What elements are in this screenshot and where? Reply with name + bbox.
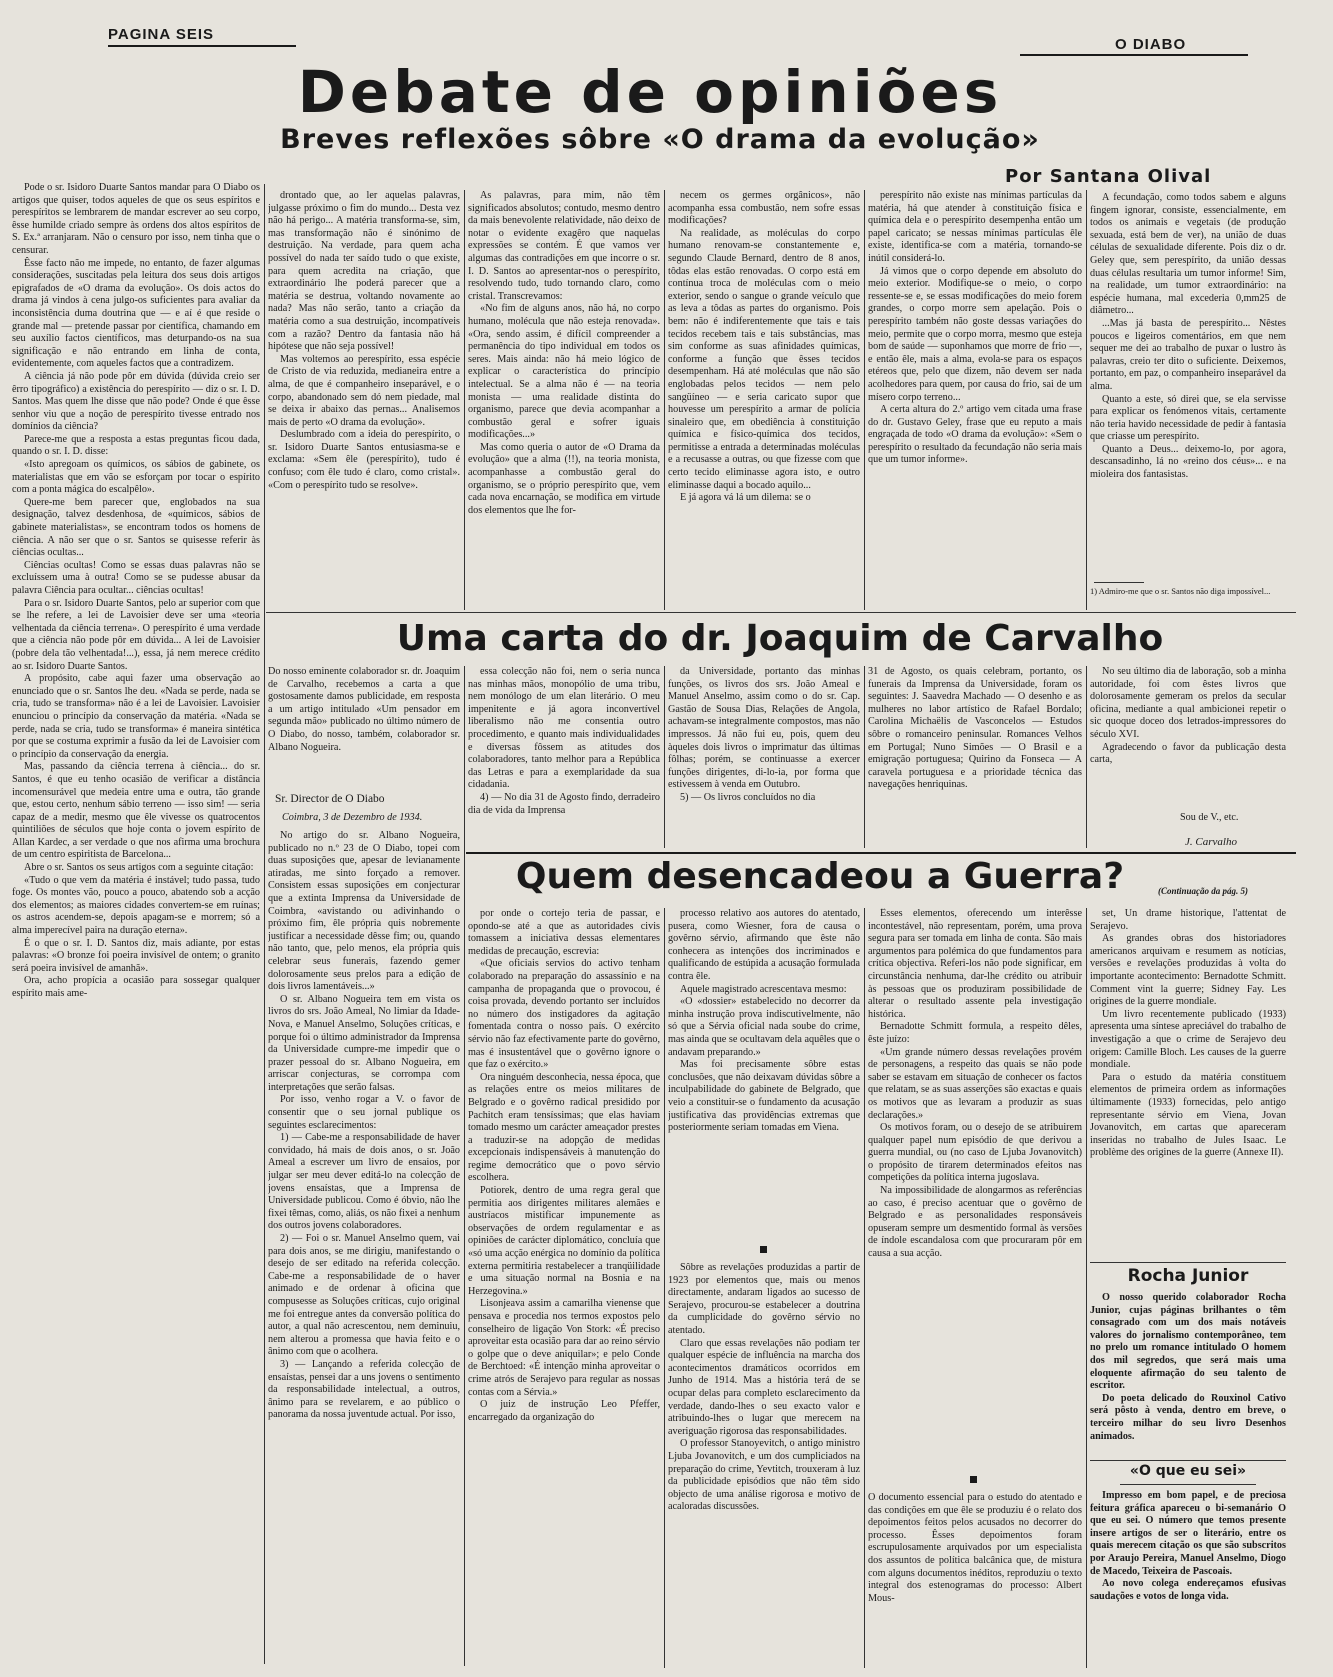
- section-rule: [266, 612, 1296, 613]
- paragraph: Agradecendo o favor da publicação desta carta,: [1090, 741, 1286, 766]
- carta-column-4: [668, 666, 860, 848]
- page-label: PAGINA SEIS: [108, 26, 215, 43]
- paragraph: O juiz de instrução Leo Pfeffer, encarregado da organização do: [468, 1399, 660, 1423]
- newspaper-name: O DIABO: [1115, 36, 1187, 53]
- column-divider: [264, 184, 265, 1664]
- guerra-column-2b: [668, 1262, 860, 1668]
- carta-dateline: Coimbra, 3 de Dezembro de 1934.: [282, 812, 423, 823]
- paragraph: Os motivos foram, ou o desejo de se atribuirem qualquer papel num episódio de que derivou a guerra mundial, ou (no caso de Ljuba Jovanovitch) o propósito de tirarem determinados efeitos nas competições da política interna jugoslava.: [868, 1122, 1082, 1184]
- debate-column-6: [1090, 192, 1286, 572]
- paragraph: necem os germes orgânicos», não acompanha essa combustão, nem sofre essas modificações?: [668, 190, 860, 227]
- column-divider: [664, 190, 665, 610]
- debate-subheadline: Breves reflexões sôbre «O drama da evolução»: [280, 124, 1040, 155]
- column-divider: [1086, 908, 1087, 1668]
- paragraph: «Tudo o que vem da matéria é instável; tudo passa, tudo foge. Os montes vão, pouco a pouco, abatendo sob a acção dos elementos; as maiores cidades convertem-se em ruínas; os astros acendem-se, depois apagam-se e morrem; só a alma imperecível paira na duração eterna».: [12, 874, 260, 937]
- paragraph: 4) — No dia 31 de Agosto findo, derradeiro dia de vida da Imprensa: [468, 791, 660, 816]
- paragraph: Mas, passando da ciência terrena à ciência... do sr. Santos, é que eu tenho ocasião de verificar a distância incomensurável que medeia entre uma e outra, tão grande que, estou certo, nenhum sábio terreno — isso sim! — seria capaz de a medir, mesmo que êle vivesse os quatrocentos quintiliões de séculos que hoje conta o jovem espírito de Allan Kardec, a ser verdade o que nos afirma uma brochura de um centro espiritista de Barcelona...: [12, 761, 260, 861]
- rocha-headline: Rocha Junior: [1127, 1266, 1249, 1286]
- paragraph: Ora, acho propícia a ocasião para sossegar qualquer espírito mais ame-: [12, 975, 260, 999]
- column-divider: [864, 666, 865, 848]
- carta-column-3: [468, 666, 660, 848]
- paragraph: ...Mas já basta de perespírito... Nêstes poucos e ligeiros comentários, em que nem sequer me dei ao trabalho de puxar o lustro às palavras, creio ter dito o suficiente. Deixemos, portanto, em paz, o companheiro inseparável da alma.: [1090, 317, 1286, 392]
- paragraph: Pode o sr. Isidoro Duarte Santos mandar para O Diabo os artigos que quiser, todos aqueles de que os seus espíritos e perespíritos se lembrarem de mandar escrever ao seu corpo, êsse humilde criado sempre às ordens dos altos espíritos de S. Ex.ª arranjaram. Não o censuro por isso, nem tinha que o censurar.: [12, 182, 260, 256]
- paragraph: A fecundação, como todos sabem e alguns fingem ignorar, consiste, essencialmente, em todos os animais e vegetais (de produção sexuada, está bem de ver), na união de duas células de sexualidade diferente. Pois diz o dr. Geley que, sem perespírito, da união dessas duas células resultaria um tumor informe! Sim, na realidade, um tumor extraordinário: na espécie humana, mal excederia 0,mm25 de diâmetro...: [1090, 192, 1286, 317]
- paragraph: da Universidade, portanto das minhas funções, os livros dos srs. João Ameal e Manuel Anselmo, assim como o do sr. Cap. Gastão de Sousa Dias, Relações de Angola, achavam-se integralmente compostos, mas não impressos. Já não fui eu, pois, quem deu àqueles dois livros o imprimatur das últimas fôlhas; porém, se continuasse a exercer funções dirigentes, di-lo-ia, por forma que estivessem à venda em Outubro.: [668, 666, 860, 791]
- paragraph: Um livro recentemente publicado (1933) apresenta uma síntese apreciável do trabalho de investigação a que o crime de Serajevo deu origem: Camille Bloch. Les causes de la guerre mondiale.: [1090, 1008, 1286, 1071]
- debate-footnote: 1) Admiro-me que o sr. Santos não diga impossível...: [1090, 586, 1271, 596]
- guerra-column-4: [1090, 908, 1286, 1260]
- paragraph: «Isto apregoam os químicos, os sábios de gabinete, os materialistas que em vão se esforçam por tocar o espírito com a ponta mágica do escalpêlo».: [12, 459, 260, 496]
- carta-closing: Sou de V., etc.: [1180, 812, 1239, 823]
- paragraph: Sôbre as revelações produzidas a partir de 1923 por elementos que, mais ou menos directamente, andaram ligados ao sucesso de Serajevo, procurou-se estabelecer a doutrina da cumplicidade do govêrno sérvio no atentado.: [668, 1262, 860, 1336]
- footnote-rule: [1094, 582, 1144, 583]
- paragraph: Deslumbrado com a ideia do perespírito, o sr. Isidoro Duarte Santos entusiasma-se e exclama: «Sem êle (perespírito), tudo é confuso; com êle tudo é claro, como cristal». «Com o perespírito tudo se resolve».: [268, 429, 460, 491]
- paragraph: Para o estudo da matéria constituem elementos de primeira ordem as informações últimamente (1933) fornecidas, pelo antigo representante sérvio em Viena, Jovan Jovanovitch, em cartas que apareceram inseridas no trabalho de Jules Isaac. Le problème des origines de la guerre (Annexe II).: [1090, 1071, 1286, 1159]
- paragraph: set, Un drame historique, l'attentat de Serajevo.: [1090, 908, 1286, 932]
- paragraph: As grandes obras dos historiadores americanos arquivam e resumem as notícias, versões e revelações produzidas à volta do importante acontecimento: Bernadotte Schmitt. Comment vint la guerre; Sidney Fay. Les origines de la guerre mondiale.: [1090, 933, 1286, 1008]
- paragraph: Êsse facto não me impede, no entanto, de fazer algumas considerações, suscitadas pela leitura dos seus dois artigos epigrafados de «O drama da evolução». Os dois actos do drama já vindos à cena julgo-os suficientes para avaliar da inconsistência duma doutrina que — e aí é que reside o grande mal — pretende passar por científica, chamando em seu auxílio factos científicos, mas deturpando-os na sua significação e não entrando em linha de conta, evidentemente, com aqueles factos que a contradizem.: [12, 257, 260, 370]
- paragraph: Abre o sr. Santos os seus artigos com a seguinte citação:: [24, 862, 254, 874]
- paragraph: «Que oficiais servios do activo tenham colaborado na preparação do assassínio e na campanha de propaganda que o provocou, é coisa provada, devendo portanto ser incluídos no número dos instigadores da agitação fomentada contra o nosso país. O exército sérvio não faz efectivamente parte do govêrno, mas é insustentável que o govêrno ignore o que faz o exército.»: [468, 958, 660, 1071]
- paragraph: Parece-me que a resposta a estas preguntas ficou dada, quando o sr. I. D. disse:: [12, 433, 260, 458]
- section-separator-mark: [970, 1476, 977, 1483]
- debate-column-1: [12, 182, 260, 1669]
- paragraph: Para o sr. Isidoro Duarte Santos, pelo ar superior com que se lhe refere, a lei de Lavoisier deve ser uma «teoria velhentada da ciência terrena». O perespírito é uma verdade que a ciência não pode pôr em dúvida... A lei de Lavoisier (pobre dela tão velhentada!...), essa, já nem merece crédito ao sr. Isidoro Duarte Santos.: [12, 597, 260, 672]
- guerra-column-2: [668, 908, 860, 1238]
- paragraph: A certa altura do 2.º artigo vem citada uma frase do dr. Gustavo Geley, frase que eu reputo a mais engraçada de todo «O drama da evolução»: «Sem o perespírito o resultado da fecundação não seria mais que um tumor informe».: [868, 404, 1082, 466]
- paragraph: «No fim de alguns anos, não há, no corpo humano, molécula que não esteja renovada». «Ora, sendo assim, é difícil compreender a permanência do tipo individual em todos os seres. Mais ainda: não há meio lógico de explicar o característica do princípio intelectual. Se a alma não é — na teoria monista — uma realidade distinta do organismo, parece que devia acompanhar a combustão geral e sofrer iguais modificações...»: [468, 303, 660, 441]
- paragraph: «O «dossier» estabelecido no decorrer da minha instrução prova indiscutivelmente, não só que a Sérvia oficial nada soube do crime, mas ainda que se ocultavam dela aquêles que o andavam preparando.»: [668, 996, 860, 1058]
- header-rule-left: [108, 45, 296, 47]
- paragraph: Ora ninguém desconhecia, nessa época, que as relações entre os meios militares de Belgrado e o govêrno radical presidido por Pachitch eram tensíssimas; que elas haviam tomado mesmo um carácter ameaçador prestes a traduzir-se na adopção de medidas excepcionais indispensáveis à manutenção do regime democrático que o povo sérvio escolhera.: [468, 1071, 660, 1184]
- paragraph: Potiorek, dentro de uma regra geral que permitia aos dirigentes militares alemães e austríacos mistificar impunemente as observações de ordem regulamentar e as opiniões de carácter diplomático, concluía que «só uma acção enérgica no domínio da política externa permitiria restabelecer a tranqüilidade e uma situação normal na Bosnia e na Herzegovina.»: [468, 1185, 660, 1297]
- oqueeusei-headline: «O que eu sei»: [1129, 1463, 1247, 1479]
- debate-column-4: [668, 190, 860, 610]
- paragraph: Quere-me bem parecer que, englobados na sua designação, talvez desdenhosa, de «químicos, sábios de gabinete materialistas», se encontram todos os homens de ciência. A não ser que o sr. Santos se quisesse referir às ciências ocultas...: [12, 496, 260, 559]
- carta-signature: J. Carvalho: [1185, 836, 1237, 848]
- carta-column-2: [268, 830, 460, 1668]
- paragraph: Aquele magistrado acrescentava mesmo:: [680, 983, 847, 995]
- carta-column-6: [1090, 666, 1286, 786]
- oqueeusei-text: [1090, 1490, 1286, 1668]
- paragraph: No artigo do sr. Albano Nogueira, publicado no n.º 23 de O Diabo, topei com duas suposições que, apesar de levianamente atiradas, me sinto forçado a remover. Consistem essas suposições em conjecturar que a extinta Imprensa da Universidade de Coimbra, «avistando ou adivinhando o próximo fim, êle própria quis nobremente justificar a necessidade dêsse fim; ou, quando não tanto, que, pelo menos, ela própria quis celebrar seus funerais, fazendo gemer dolorosamente seus prelos para a edição de dois livros lamentáveis...»: [268, 830, 460, 993]
- paragraph: A ciência já não pode pôr em dúvida (dúvida creio ser êrro tipográfico) a existência do perespírito — diz o sr. I. D. Santos. Mas quem lhe disse que não pode? Onde é que êsse senhor viu que a noção de perespírito tivesse entrado nos domínios da ciência?: [12, 370, 260, 433]
- debate-byline: Por Santana Olival: [1005, 166, 1212, 187]
- guerra-continuation: (Continuação da pág. 5): [1158, 886, 1249, 896]
- paragraph: Do poeta delicado do Rouxinol Cativo será pôsto à venda, dentro em breve, o terceiro milhar do seu livro Desenhos animados.: [1090, 1392, 1286, 1442]
- paragraph: por onde o cortejo teria de passar, e opondo-se até a que as autoridades civis tomassem a iniciativa dessas elementares medidas de precaução, escrevia:: [468, 908, 660, 957]
- debate-column-5: [868, 190, 1082, 610]
- paragraph: O nosso querido colaborador Rocha Junior, cujas páginas brilhantes o têm consagrado com um dos mais notáveis valores do jornalismo contemporâneo, tem no prelo um romance intitulado O homem dos mil segredos, que será mais uma eloquente afirmação do seu talento de escritor.: [1090, 1292, 1286, 1392]
- paragraph: 1) — Cabe-me a responsabilidade de haver convidado, há mais de dois anos, o sr. João Ameal a escrever um livro de ensaios, por julgar ser meu dever editá-lo na colecção de jovens ensaístas, que a Imprensa de Universidade publicou. Como é óbvio, não lhe fixei têmas, como, aliás, os não fixei a nenhum dos outros jovens colaboradores.: [268, 1132, 460, 1232]
- paragraph: Quanto a este, só direi que, se ela servisse para explicar os fenómenos vitais, certamente não teria havido necessidade de pedir à fantasia que criasse um perespírito.: [1090, 393, 1286, 443]
- debate-column-3: [468, 190, 660, 610]
- section-separator-mark: [760, 1246, 767, 1253]
- paragraph: perespírito não existe nas mínimas partículas da matéria, há que atender à constituição física e química dela e o perespírito desempenha então um papel caricato; se nessas mínimas partículas êle existe, identifica-se com a matéria, tornando-se inútil considerá-lo.: [868, 190, 1082, 264]
- paragraph: No seu último dia de laboração, sob a minha autoridade, foi com êstes livros que dolorosamente gemeram os prelos da secular oficina, mediante a qual ambicionei repetir o sic quoque doceo dos letrados-impressores do século XVI.: [1090, 666, 1286, 740]
- column-divider: [1086, 190, 1087, 610]
- paragraph: Ciências ocultas! Como se essas duas palavras não se excluíssem uma à outra! Como se se pudesse abusar da palavra Ciência para ocultar... ciências ocultas!: [12, 559, 260, 596]
- carta-headline: Uma carta do dr. Joaquim de Carvalho: [396, 618, 1164, 659]
- paragraph: drontado que, ao ler aquelas palavras, julgasse próximo o fim do mundo... Desta vez não há perigo... A matéria transforma-se, sim, mas transformação não é sinónimo de destruição. Na verdade, para quem acha possível do nada ter saído tudo o que existe, para quem acredita na criação, que extraordinário lhe poderá parecer que a matéria se destrua, voltando novamente ao nada? Mas não serão, tanto a criação da matéria como a sua destruição, incompatíveis com a razão? Dentro da fantasia não há hipótese que não seja possível!: [268, 190, 460, 353]
- section-rule: [1120, 1484, 1256, 1485]
- column-divider: [464, 190, 465, 610]
- paragraph: Bernadotte Schmitt formula, a respeito dêles, êste juízo:: [868, 1021, 1082, 1045]
- debate-headline: Debate de opiniões: [297, 58, 1003, 126]
- paragraph: A propósito, cabe aqui fazer uma observação ao enunciado que o sr. Santos lhe deu. «Nada se perde, nada se cria, tudo se transforma» não é a lei de Lavoisier. Lavoisier enunciou o princípio da conservação da matéria. «Nada se perde, nada se cria, tudo se transforma» é maneira sintética por que se costuma exprimir a fusão da lei de Lavoisier com o princípio da conservação da energia.: [12, 673, 260, 760]
- paragraph: Mas foi precisamente sôbre estas conclusões, que não deixavam dúvidas sôbre a inculpabilidade do gabinete de Belgrado, que veio a constituir-se o fundamento da acusação justificativa das providências extremas que posteriormente seriam tomadas em Viena.: [668, 1059, 860, 1134]
- paragraph: 5) — Os livros concluídos no dia: [680, 791, 816, 803]
- paragraph: E já agora vá lá um dilema: se o: [680, 492, 811, 504]
- column-divider: [864, 908, 865, 1668]
- column-divider: [1086, 666, 1087, 848]
- paragraph: Lisonjeava assim a camarilha vienense que pensava e procedia nos termos expostos pelo conselheiro de ligação Von Stork: «É preciso aproveitar esta ocasião para dar ao reino sérvio o golpe que o deve aniquilar»; e pelo Conde de Berchtoed: «É intenção minha aproveitar o crime atrós de Serajevo para regular as nossas contas com a Sérvia.»: [468, 1298, 660, 1398]
- column-divider: [664, 666, 665, 848]
- header-rule-right: [1020, 54, 1248, 56]
- paragraph: As palavras, para mim, não têm significados absolutos; contudo, mesmo dentro da mais benevolente relatividade, não deixo de notar o evidente exagêro que naquelas expressões se contém. É que vamos ver algumas das contradições em que incorre o sr. I. D. Santos ao apresentar-nos o perespírito, resolvendo tudo, tudo tornando claro, como cristal. Transcrevamos:: [468, 190, 660, 302]
- column-divider: [664, 908, 665, 1668]
- paragraph: Já vimos que o corpo depende em absoluto do meio exterior. Modifique-se o meio, o corpo ressente-se e, se essas modificações do meio forem grandes, o corpo morre sem apelação. Pois o perespírito também não goste dessas variações do meio, permite que o corpo morra, mesmo que esteja bom de saúde — suponhamos que morre de frio —, e então êle, mais a alma, evola-se para os espaços etéreos que, pelo que dizem, não devem ser nada acolhedores para quem, por causa do frio, sai de um mísero corpo terreno...: [868, 265, 1082, 403]
- paragraph: Impresso em bom papel, e de preciosa feitura gráfica apareceu o bi-semanário O que eu sei. O número que temos presente insere artigos de ser o literário, entre os quais merecem citação os que são subscritos por Araujo Pereira, Manuel Anselmo, Diogo de Macedo, Teixeira de Pascoais.: [1090, 1490, 1286, 1577]
- paragraph: Ao novo colega endereçamos efusivas saudações e votos de longa vida.: [1090, 1578, 1286, 1602]
- paragraph: Na realidade, as moléculas do corpo humano renovam-se constantemente e, segundo Claude Bernard, dentro de 8 anos, tôdas elas estão renovadas. O corpo está em contínua troca de moléculas com o meio exterior, sendo o sangue o grande veículo que as leva a tôdas as partes do organismo. Pois bem: não é indiferentemente que tais e tais tecidos recebem tais e tais substâncias, mas sim conforme as suas afinidades químicas, conforme a função que êsses tecidos desempenham. Há até moléculas que não são englobadas pelos tecidos — nem pelo sangüíneo — e seria caricato supor que houvesse um perespírito a armar de polícia sinaleiro que, em obediência à constituição química e físico-química dos tecidos, permitisse a entrada a determinadas moléculas e a recusasse a outras, ou que fizesse com que certo tecido eliminasse agora isto, e outro eliminasse daqui a bocado aquilo...: [668, 227, 860, 491]
- paragraph: É o que o sr. I. D. Santos diz, mais adiante, por estas palavras: «O bronze foi poeira invisível de ontem; o granito será poeira invisível de amanhã».: [12, 937, 260, 974]
- section-rule: [1090, 1262, 1286, 1263]
- carta-salutation: Sr. Director de O Diabo: [275, 793, 385, 805]
- rocha-text: [1090, 1292, 1286, 1458]
- paragraph: «Um grande número dessas revelações provém de personagens, a respeito das quais se não pode saber se estavam em situação de conhecer os factos que relatam, se as suas asserções são exactas e quais os motivos que as levaram a produzir as suas declarações.»: [868, 1046, 1082, 1121]
- paragraph: O sr. Albano Nogueira tem em vista os livros do srs. João Ameal, No limiar da Idade-Nova, e Manuel Anselmo, Soluções críticas, e porque foi o último administrador da Imprensa da Universidade cumpre-me impedir que o prazer pessoal do sr. Albano Nogueira, em arriscar conjecturas, se corrompa com interpretações que serão falsas.: [268, 993, 460, 1093]
- paragraph: Por isso, venho rogar a V. o favor de consentir que o seu jornal publique os seguintes esclarecimentos:: [268, 1094, 460, 1131]
- paragraph: Quanto a Deus... deixemo-lo, por agora, descansadinho, lá no «reino dos céus»... e na mioleira dos fantasistas.: [1090, 443, 1286, 481]
- column-divider: [864, 190, 865, 610]
- paragraph: Mas como queria o autor de «O Drama da evolução» que a alma (!!), na teoria monista, acompanhasse a combustão geral do organismo, se o próprio perespírito que, vem cada nova encarnação, se modifica em virtude dos elementos que lhe for-: [468, 441, 660, 516]
- guerra-column-1: [468, 908, 660, 1668]
- carta-intro: Do nosso eminente colaborador sr. dr. Joaquim de Carvalho, recebemos a carta a que gostosamente damos publicidade, em resposta a um artigo intitulado «Um pensador em segunda mão» publicado no último número de O Diabo, do nosso, também, colaborador sr. Albano Nogueira.: [268, 666, 460, 753]
- paragraph: Mas voltemos ao perespírito, essa espécie de Cristo de via reduzida, medianeira entre a alma, de que é companheiro inseparável, e o corpo, abandonado sem dó nem piedade, mal se deixa ir abaixo das pernas... Analisemos mais de perto «O drama da evolução».: [268, 353, 460, 428]
- guerra-column-3b: O documento essencial para o estudo do atentado e das condições em que êle se produziu é o relato dos depoimentos feitos pelos acusados no decorrer do processo. Êsses depoimentos foram escrupulosamente arquivados por um especialista dos assuntos de política balcânica que, de mistura com alguns documentos inéditos, reproduziu o texto integral dos estenogramas do processo: Albert Mous-: [868, 1492, 1082, 1604]
- column-divider: [464, 666, 465, 1666]
- paragraph: 2) — Foi o sr. Manuel Anselmo quem, vai para dois anos, se me dirigiu, manifestando o desejo de ser editado na referida colecção. Cabe-me a responsabilidade de o haver animado e de ordenar à oficina que compusesse as Soluções críticas, cujo original me foi entregue antes da conversão política do autor, a qual não acrescentou, nem deminuiu, nem alterou a promessa que havia feito e o ânimo com que o acolhera.: [268, 1233, 460, 1358]
- paragraph: essa colecção não foi, nem o seria nunca nas minhas mãos, monopólio de uma tribu, nem monólogo de um elan literário. O meu impenitente e já agora inconvertível liberalismo não me consentia outro procedimento, e quanto mais individualidades e diversas fôssem as atitudes dos colaboradores, tanto melhor para a República das Letras e para a exemplaridade da sua cidadania.: [468, 666, 660, 791]
- paragraph: Êsses elementos, oferecendo um interêsse incontestável, não representam, porém, uma prova segura para ser tomada em linha de conta. São mais argumentos para polémica do que fundamentos para crítica objectiva. Referi-los não pode significar, em circunstância nenhuma, dar-lhe crédito ou atribuir às pessoas que os produziram possibilidade de alterar o resultado assente pela investigação histórica.: [868, 908, 1082, 1020]
- paragraph: processo relativo aos autores do atentado, pusera, como Wiesner, fora de causa o govêrno sérvio, afirmando que êste não conhecera as intenções dos incriminados e qualificando de estúpida a acusação formulada contra êle.: [668, 908, 860, 982]
- paragraph: Claro que essas revelações não podiam ter qualquer espécie de influência na marcha dos acontecimentos dramáticos ocorridos em Junho de 1914. Mas a história terá de se ocupar delas para completo esclarecimento da verdade, dando-lhes o seu exacto valor e atribuindo-lhes o lugar que merecem na averiguação rigorosa das responsabilidades.: [668, 1337, 860, 1437]
- paragraph: 3) — Lançando a referida colecção de ensaístas, pensei dar a uns jovens o sentimento da responsabilidade intelectual, a outros, ânimo para se revelarem, e ao público o panorama da nossa juventude actual. Por isso,: [268, 1358, 460, 1421]
- guerra-column-3: [868, 908, 1082, 1468]
- paragraph: O professor Stanoyevitch, o antigo ministro Ljuba Jovanovitch, e um dos cumpliciados na preparação do crime, Yevtitch, trouxeram à luz da publicidade episódios que não têm sido objecto de uma análise rigorosa e motivo de acaloradas discussões.: [668, 1438, 860, 1513]
- guerra-headline: Quem desencadeou a Guerra?: [515, 856, 1125, 897]
- section-rule: [1090, 1460, 1286, 1461]
- section-rule: [466, 852, 1296, 854]
- debate-column-2: [268, 190, 460, 610]
- carta-column-5: 31 de Agosto, os quais celebram, portanto, os funerais da Imprensa da Universidade, foram os seguintes: J. Saavedra Machado — O desenho e as mulheres no labor artístico de Rafael Bordalo; Carolina Michaëlis de Vasconcelos — Estudos sôbre o romanceiro peninsular. Romances Velhos em Portugal; Nuno Simões — O Brasil e a emigração portuguesa; Quirino da Fonseca — A caravela portuguesa e a prioridade técnica das navegações henriquinas.: [868, 666, 1082, 791]
- paragraph: Na impossibilidade de alongarmos as referências ao caso, é preciso acentuar que o govêrno de Belgrado e as personalidades responsáveis opuseram sempre um desmentido formal às versões de índole escandalosa com que procuraram pôr em causa a sua acção.: [868, 1185, 1082, 1260]
